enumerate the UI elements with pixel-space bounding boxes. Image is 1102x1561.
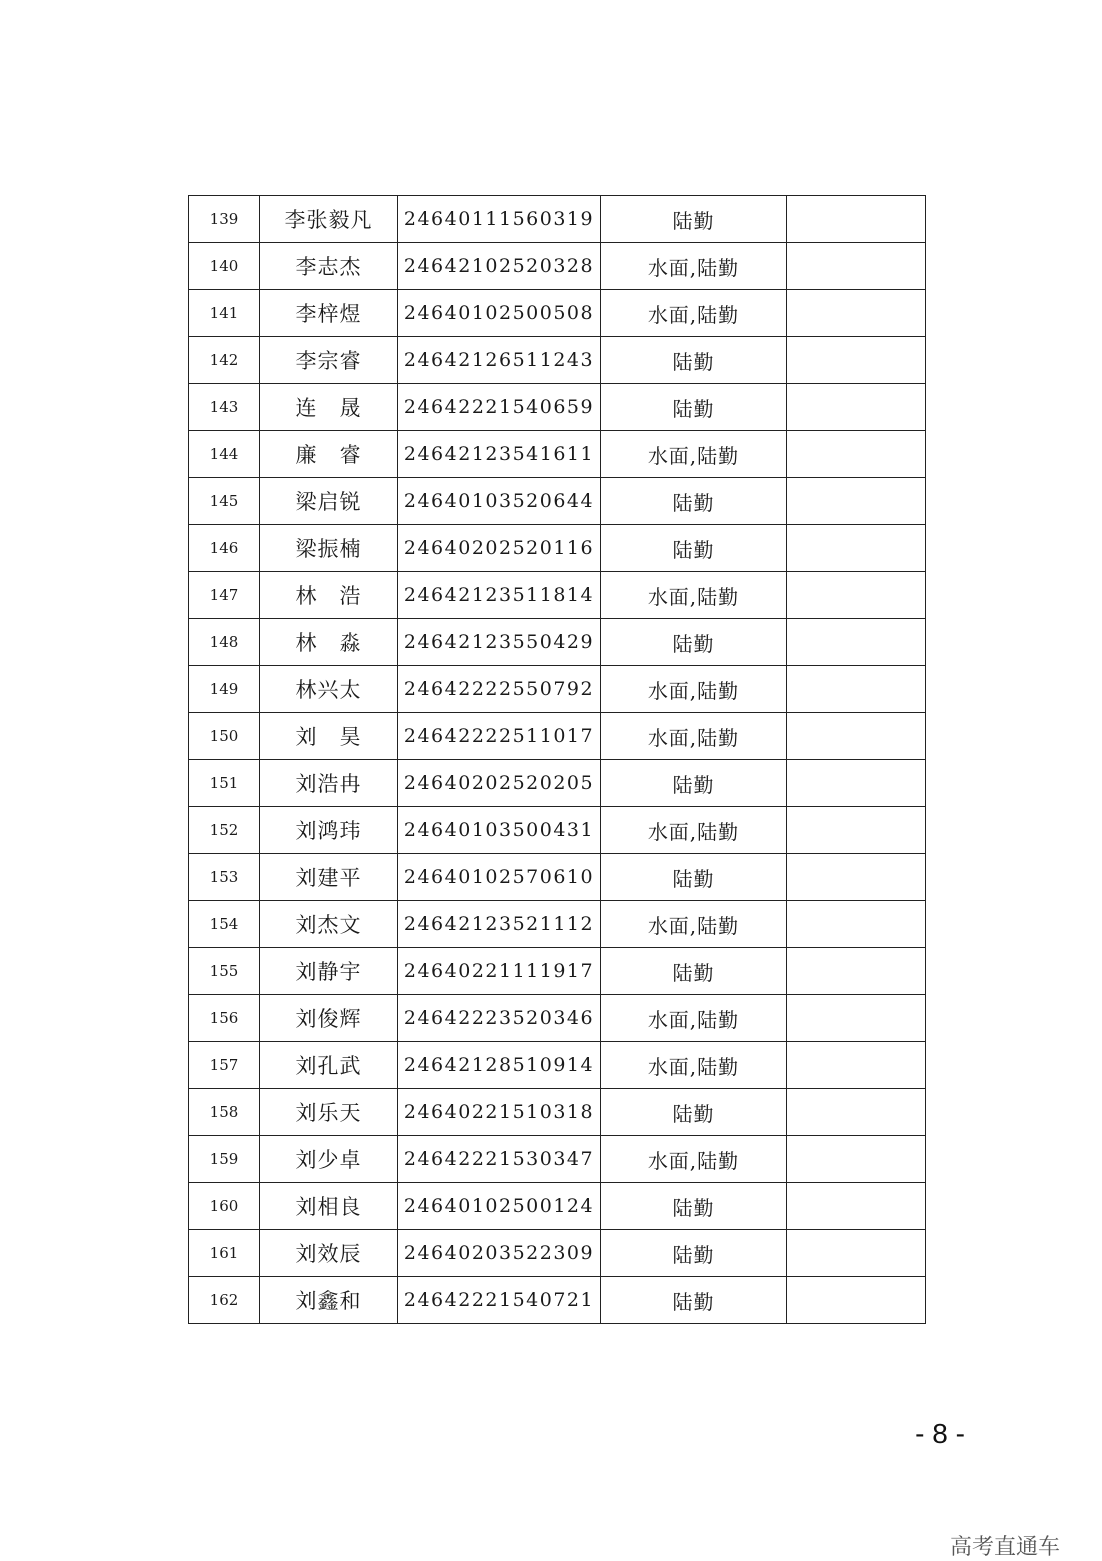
table-row [189, 1136, 926, 1183]
cell-remarks [787, 384, 926, 431]
cell-exam-id: 24642126511243 [398, 337, 601, 384]
cell-exam-id: 24642222511017 [398, 713, 601, 760]
table-row [189, 1230, 926, 1277]
cell-name: 刘鑫和 [260, 1277, 398, 1324]
table-row [189, 619, 926, 666]
cell-name: 李志杰 [260, 243, 398, 290]
table-row [189, 1042, 926, 1089]
cell-number: 154 [189, 901, 260, 948]
cell-remarks [787, 854, 926, 901]
cell-remarks [787, 713, 926, 760]
cell-name: 林兴太 [260, 666, 398, 713]
cell-exam-id: 24640111560319 [398, 196, 601, 243]
cell-name: 刘杰文 [260, 901, 398, 948]
cell-category: 陆勤 [601, 525, 787, 572]
cell-number: 140 [189, 243, 260, 290]
cell-exam-id: 24640202520116 [398, 525, 601, 572]
cell-category: 陆勤 [601, 337, 787, 384]
cell-category: 水面,陆勤 [601, 901, 787, 948]
cell-exam-id: 24640103520644 [398, 478, 601, 525]
table-row [189, 995, 926, 1042]
cell-name: 林 淼 [260, 619, 398, 666]
cell-number: 147 [189, 572, 260, 619]
cell-number: 152 [189, 807, 260, 854]
cell-exam-id: 24642123541611 [398, 431, 601, 478]
cell-category: 陆勤 [601, 478, 787, 525]
cell-category: 水面,陆勤 [601, 713, 787, 760]
cell-number: 150 [189, 713, 260, 760]
cell-number: 139 [189, 196, 260, 243]
table-row [189, 572, 926, 619]
cell-number: 148 [189, 619, 260, 666]
cell-category: 陆勤 [601, 948, 787, 995]
table-row [189, 948, 926, 995]
cell-category: 水面,陆勤 [601, 807, 787, 854]
table-row [189, 760, 926, 807]
cell-number: 143 [189, 384, 260, 431]
cell-name: 刘乐天 [260, 1089, 398, 1136]
cell-category: 水面,陆勤 [601, 431, 787, 478]
table-row [189, 1277, 926, 1324]
cell-remarks [787, 478, 926, 525]
cell-number: 146 [189, 525, 260, 572]
cell-category: 水面,陆勤 [601, 666, 787, 713]
cell-category: 陆勤 [601, 1089, 787, 1136]
cell-category: 陆勤 [601, 1277, 787, 1324]
cell-category: 水面,陆勤 [601, 1136, 787, 1183]
cell-number: 161 [189, 1230, 260, 1277]
cell-remarks [787, 1042, 926, 1089]
cell-category: 水面,陆勤 [601, 290, 787, 337]
cell-number: 157 [189, 1042, 260, 1089]
cell-remarks [787, 995, 926, 1042]
cell-exam-id: 24642102520328 [398, 243, 601, 290]
cell-exam-id: 24642221530347 [398, 1136, 601, 1183]
cell-exam-id: 24642123550429 [398, 619, 601, 666]
cell-exam-id: 24640102500508 [398, 290, 601, 337]
table-row [189, 666, 926, 713]
cell-number: 159 [189, 1136, 260, 1183]
roster-table-body [189, 196, 926, 1324]
cell-name: 李张毅凡 [260, 196, 398, 243]
cell-category: 水面,陆勤 [601, 243, 787, 290]
cell-name: 连 晟 [260, 384, 398, 431]
cell-number: 141 [189, 290, 260, 337]
table-row [189, 337, 926, 384]
cell-remarks [787, 572, 926, 619]
cell-remarks [787, 1136, 926, 1183]
watermark: 高考直通车 [950, 1535, 1061, 1560]
table-row [189, 478, 926, 525]
cell-name: 李梓煜 [260, 290, 398, 337]
cell-category: 水面,陆勤 [601, 1042, 787, 1089]
cell-remarks [787, 337, 926, 384]
table-row [189, 713, 926, 760]
cell-number: 145 [189, 478, 260, 525]
cell-number: 160 [189, 1183, 260, 1230]
table-row [189, 1089, 926, 1136]
cell-number: 142 [189, 337, 260, 384]
cell-name: 刘浩冉 [260, 760, 398, 807]
cell-remarks [787, 431, 926, 478]
table-row [189, 901, 926, 948]
cell-name: 刘建平 [260, 854, 398, 901]
cell-number: 144 [189, 431, 260, 478]
cell-name: 刘少卓 [260, 1136, 398, 1183]
cell-remarks [787, 1183, 926, 1230]
cell-remarks [787, 243, 926, 290]
cell-category: 水面,陆勤 [601, 995, 787, 1042]
cell-exam-id: 24642128510914 [398, 1042, 601, 1089]
cell-remarks [787, 196, 926, 243]
cell-remarks [787, 760, 926, 807]
cell-number: 149 [189, 666, 260, 713]
cell-category: 水面,陆勤 [601, 572, 787, 619]
cell-exam-id: 24640202520205 [398, 760, 601, 807]
table-row [189, 243, 926, 290]
cell-exam-id: 24642123511814 [398, 572, 601, 619]
cell-remarks [787, 1089, 926, 1136]
cell-name: 梁振楠 [260, 525, 398, 572]
cell-remarks [787, 666, 926, 713]
cell-number: 151 [189, 760, 260, 807]
cell-exam-id: 24642221540721 [398, 1277, 601, 1324]
cell-remarks [787, 1230, 926, 1277]
cell-exam-id: 24640103500431 [398, 807, 601, 854]
cell-name: 刘鸿玮 [260, 807, 398, 854]
cell-exam-id: 24640102570610 [398, 854, 601, 901]
table-row [189, 854, 926, 901]
table-row [189, 431, 926, 478]
cell-name: 李宗睿 [260, 337, 398, 384]
cell-number: 153 [189, 854, 260, 901]
cell-category: 陆勤 [601, 384, 787, 431]
cell-category: 陆勤 [601, 760, 787, 807]
page-number: - 8 - [915, 1418, 965, 1449]
cell-number: 158 [189, 1089, 260, 1136]
cell-category: 陆勤 [601, 196, 787, 243]
cell-name: 刘俊辉 [260, 995, 398, 1042]
cell-exam-id: 24640102500124 [398, 1183, 601, 1230]
roster-table [188, 195, 926, 1324]
cell-number: 162 [189, 1277, 260, 1324]
cell-exam-id: 24640221510318 [398, 1089, 601, 1136]
cell-category: 陆勤 [601, 619, 787, 666]
cell-name: 刘 昊 [260, 713, 398, 760]
cell-name: 刘静宇 [260, 948, 398, 995]
cell-number: 155 [189, 948, 260, 995]
cell-name: 刘效辰 [260, 1230, 398, 1277]
cell-remarks [787, 290, 926, 337]
table-row [189, 525, 926, 572]
cell-category: 陆勤 [601, 854, 787, 901]
cell-category: 陆勤 [601, 1230, 787, 1277]
table-row [189, 807, 926, 854]
cell-remarks [787, 948, 926, 995]
cell-name: 廉 睿 [260, 431, 398, 478]
cell-exam-id: 24642222550792 [398, 666, 601, 713]
cell-category: 陆勤 [601, 1183, 787, 1230]
cell-exam-id: 24642221540659 [398, 384, 601, 431]
cell-exam-id: 24640203522309 [398, 1230, 601, 1277]
cell-exam-id: 24642123521112 [398, 901, 601, 948]
cell-remarks [787, 1277, 926, 1324]
cell-name: 林 浩 [260, 572, 398, 619]
table-row [189, 196, 926, 243]
cell-exam-id: 24640221111917 [398, 948, 601, 995]
cell-name: 梁启锐 [260, 478, 398, 525]
cell-exam-id: 24642223520346 [398, 995, 601, 1042]
cell-number: 156 [189, 995, 260, 1042]
cell-remarks [787, 619, 926, 666]
cell-remarks [787, 807, 926, 854]
cell-remarks [787, 901, 926, 948]
cell-name: 刘孔武 [260, 1042, 398, 1089]
cell-remarks [787, 525, 926, 572]
table-row [189, 290, 926, 337]
table-row [189, 384, 926, 431]
cell-name: 刘相良 [260, 1183, 398, 1230]
table-row [189, 1183, 926, 1230]
